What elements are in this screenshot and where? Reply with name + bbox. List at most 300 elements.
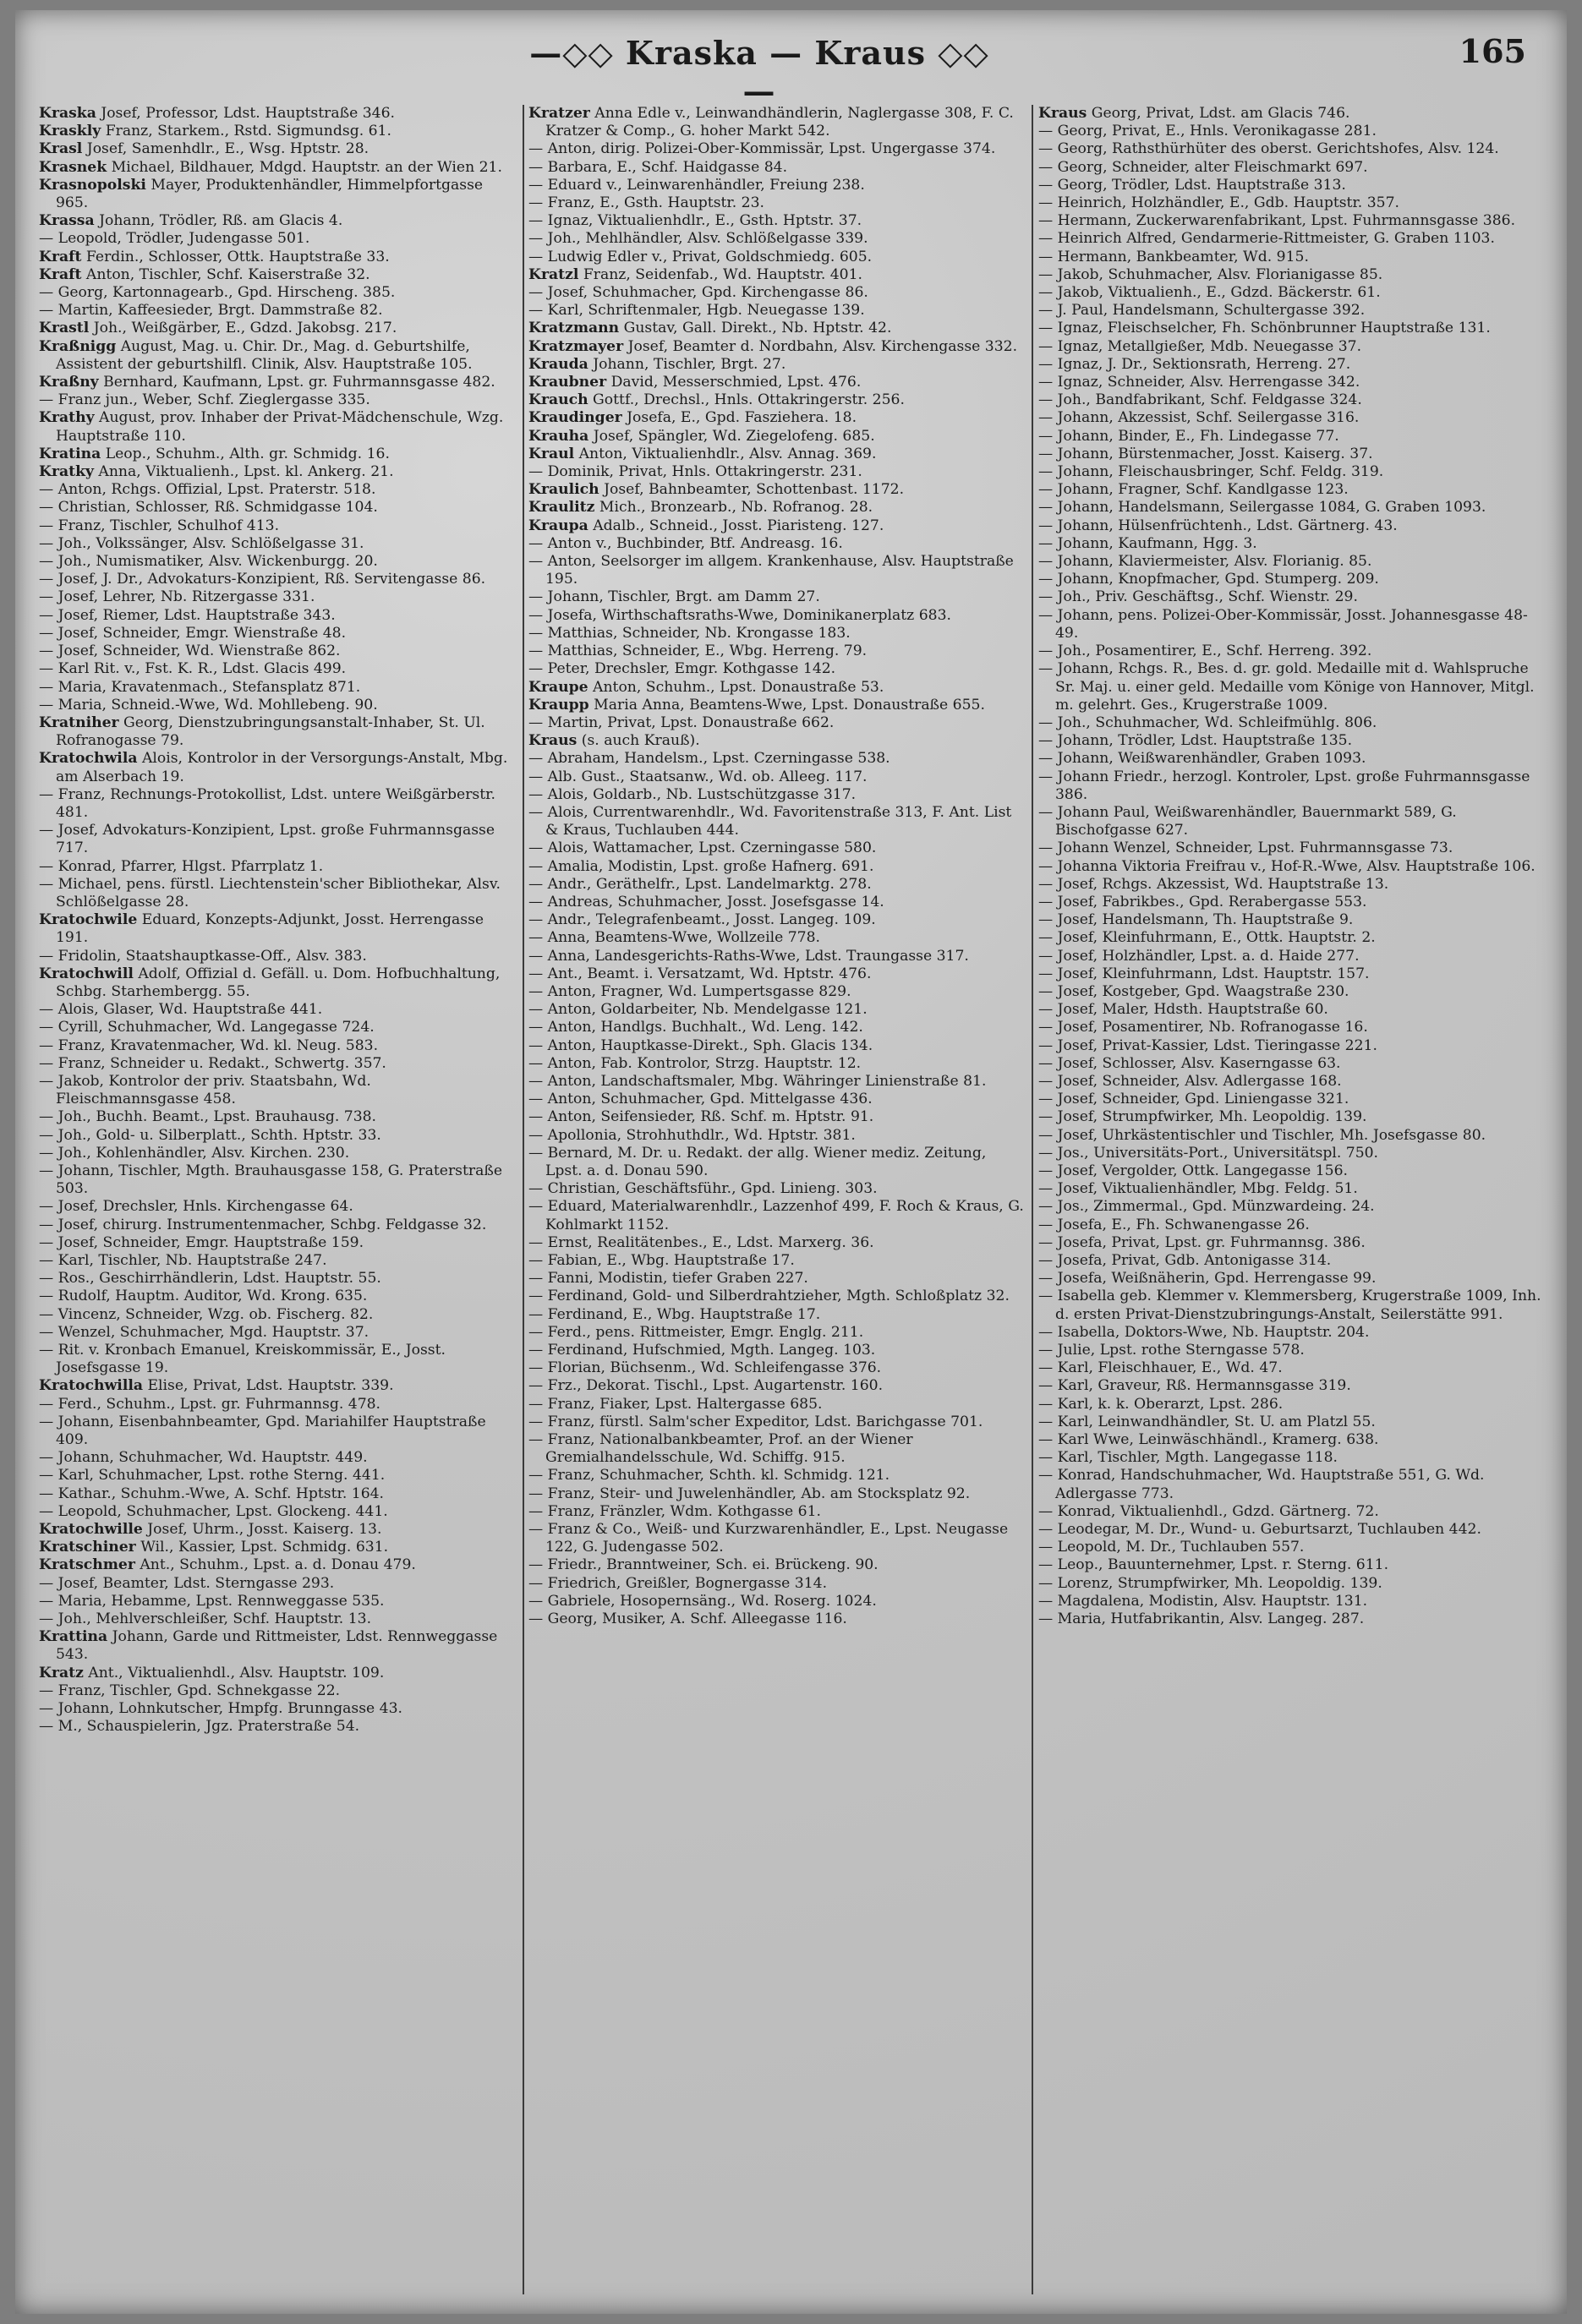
- entry-text: — Georg, Schneider, alter Fleischmarkt 697.: [1038, 158, 1368, 176]
- directory-entry: [39, 1665, 517, 1682]
- entry-text: — Eduard v., Leinwarenhändler, Freiung 238.: [528, 176, 865, 194]
- directory-entry: [528, 1503, 1027, 1521]
- entry-text: — Josef, Posamentirer, Nb. Rofranogasse 16.: [1038, 1019, 1368, 1036]
- directory-entry: [1038, 607, 1546, 643]
- directory-entry: [528, 965, 1027, 983]
- directory-entry: [39, 177, 517, 212]
- entry-text: Anton, Tischler, Schf. Kaiserstraße 32.: [81, 265, 370, 283]
- directory-entry: [1038, 1593, 1546, 1610]
- directory-entry: [39, 822, 517, 857]
- entry-text: — Georg, Trödler, Ldst. Hauptstraße 313.: [1038, 176, 1346, 194]
- directory-entry: [1038, 266, 1546, 284]
- entry-text: — Julie, Lpst. rothe Sterngasse 578.: [1038, 1342, 1305, 1359]
- entry-text: — Jos., Zimmermal., Gpd. Münzwardeing. 24.: [1038, 1198, 1375, 1216]
- directory-entry: [39, 1700, 517, 1718]
- entry-text: — Josefa, Weißnäherin, Gpd. Herrengasse 99.: [1038, 1270, 1377, 1288]
- directory-entry: [1038, 463, 1546, 481]
- entry-text: — Johann, Kaufmann, Hgg. 3.: [1038, 534, 1257, 552]
- entry-text: — J. Paul, Handelsmann, Schultergasse 392.: [1038, 302, 1366, 320]
- column-1: [39, 105, 517, 2303]
- entry-text: — Wenzel, Schuhmacher, Mgd. Hauptstr. 37.: [39, 1323, 369, 1341]
- entry-text: — Joh., Numismatiker, Alsv. Wickenburgg. 20.: [39, 553, 378, 571]
- directory-entry: [39, 1610, 517, 1628]
- entry-text: — Anna, Beamtens-Wwe, Wollzeile 778.: [528, 929, 820, 947]
- entry-text: — Johann Friedr., herzogl. Kontroler, Lpst. große Fuhrmannsgasse 386.: [1038, 768, 1530, 803]
- entry-text: — Franz, Tischler, Schulhof 413.: [39, 517, 280, 534]
- entry-surname: Kraul: [528, 445, 575, 462]
- directory-entry: [528, 607, 1027, 625]
- directory-entry: [528, 302, 1027, 320]
- entry-text: — Karl, Tischler, Nb. Hauptstraße 247.: [39, 1252, 327, 1269]
- entry-surname: Kratochwila: [39, 750, 138, 768]
- directory-entry: [528, 1610, 1027, 1628]
- entry-surname: Krastl: [39, 320, 90, 337]
- entry-text: — Josefa, E., Fh. Schwanengasse 26.: [1038, 1216, 1310, 1233]
- entry-text: Josef, Spängler, Wd. Ziegelofeng. 685.: [588, 427, 875, 445]
- entry-text: — Franz, Schuhmacher, Schth. kl. Schmidg. 121.: [528, 1467, 890, 1485]
- entry-text: Josefa, E., Gpd. Fasziehera. 18.: [621, 409, 857, 427]
- directory-entry: [1038, 338, 1546, 356]
- directory-entry: [1038, 1127, 1546, 1145]
- entry-text: — Franz jun., Weber, Schf. Zieglergasse 335.: [39, 391, 370, 409]
- directory-entry: [39, 714, 517, 750]
- page-number: 165: [1459, 32, 1526, 70]
- entry-text: — Eduard, Materialwarenhdlr., Lazzenhof 499, F. Roch & Kraus, G. Kohlmarkt 1152.: [528, 1198, 1024, 1233]
- directory-entry: [39, 320, 517, 337]
- entry-surname: Kraft: [39, 265, 82, 283]
- directory-entry: [528, 1198, 1027, 1233]
- entry-text: — Jos., Universitäts-Port., Universitätspl. 750.: [1038, 1144, 1379, 1162]
- directory-entry: [1038, 249, 1546, 266]
- directory-entry: [1038, 1270, 1546, 1288]
- directory-entry: [39, 1467, 517, 1485]
- directory-entry: [39, 679, 517, 697]
- entry-text: — Joh., Mehlhändler, Alsv. Schlößelgasse 339.: [528, 230, 868, 248]
- directory-entry: [39, 1449, 517, 1467]
- entry-surname: Kraft: [39, 248, 82, 265]
- entry-surname: Kratzmayer: [528, 337, 624, 355]
- directory-entry: [1038, 1288, 1546, 1323]
- directory-entry: [39, 517, 517, 535]
- directory-entry: [1038, 1521, 1546, 1539]
- entry-surname: Krattina: [39, 1628, 108, 1646]
- directory-entry: [1038, 1342, 1546, 1359]
- entry-text: — Fabian, E., Wbg. Hauptstraße 17.: [528, 1252, 795, 1269]
- entry-text: — Anton, Handlgs. Buchhalt., Wd. Leng. 142.: [528, 1019, 863, 1036]
- entry-text: — Johann, Fleischausbringer, Schf. Feldg. 319.: [1038, 463, 1384, 481]
- directory-entry: [1038, 714, 1546, 732]
- column-divider: [523, 105, 524, 2294]
- entry-text: — Georg, Kartonnagearb., Gpd. Hirscheng. 385.: [39, 284, 396, 302]
- directory-entry: [39, 338, 517, 374]
- entry-text: — Josefa, Privat, Lpst. gr. Fuhrmannsg. 386.: [1038, 1233, 1366, 1251]
- directory-entry: [39, 391, 517, 409]
- entry-text: — Frz., Dekorat. Tischl., Lpst. Augartenstr. 160.: [528, 1377, 884, 1395]
- directory-entry: [39, 1145, 517, 1162]
- entry-surname: Krauda: [528, 355, 588, 373]
- directory-entry: [39, 374, 517, 391]
- entry-text: — Ferd., Schuhm., Lpst. gr. Fuhrmannsg. 478.: [39, 1395, 381, 1413]
- entry-text: — Franz, Schneider u. Redakt., Schwertg. 357.: [39, 1054, 386, 1072]
- directory-entry: [528, 1467, 1027, 1485]
- entry-text: — Johann, Weißwarenhändler, Graben 1093.: [1038, 750, 1366, 768]
- directory-entry: [528, 1270, 1027, 1288]
- entry-text: — Johann, Schuhmacher, Wd. Hauptstr. 449.: [39, 1449, 368, 1467]
- entry-text: — Friedrich, Greißler, Bognergasse 314.: [528, 1574, 828, 1592]
- directory-entry: [39, 159, 517, 177]
- directory-entry: [1038, 1503, 1546, 1521]
- directory-entry: [528, 1306, 1027, 1324]
- entry-text: — Fanni, Modistin, tiefer Graben 227.: [528, 1270, 808, 1288]
- entry-text: — Friedr., Branntweiner, Sch. ei. Brückeng. 90.: [528, 1556, 879, 1574]
- entry-text: — Josef, Maler, Hdsth. Hauptstraße 60.: [1038, 1001, 1328, 1019]
- directory-entry: [39, 643, 517, 660]
- directory-entry: [39, 1396, 517, 1414]
- entry-text: — Anton, Seifensieder, Rß. Schf. m. Hptstr. 91.: [528, 1108, 874, 1126]
- directory-entry: [39, 1055, 517, 1073]
- directory-entry: [528, 374, 1027, 391]
- entry-text: — Josefa, Wirthschaftsraths-Wwe, Dominikanerplatz 683.: [528, 606, 951, 624]
- directory-entry: [528, 911, 1027, 929]
- directory-entry: [1038, 374, 1546, 391]
- directory-entry: [528, 1252, 1027, 1270]
- directory-entry: [39, 1556, 517, 1574]
- directory-entry: [528, 625, 1027, 643]
- directory-entry: [39, 1414, 517, 1449]
- directory-entry: [528, 194, 1027, 212]
- entry-text: Johann, Trödler, Rß. am Glacis 4.: [94, 212, 343, 230]
- directory-entry: [39, 1108, 517, 1126]
- entry-text: Ferdin., Schlosser, Ottk. Hauptstraße 33.: [81, 248, 390, 265]
- entry-text: Georg, Dienstzubringungsanstalt-Inhaber, St. Ul. Rofranogasse 79.: [56, 714, 485, 750]
- entry-text: Anton, Viktualienhdlr., Alsv. Annag. 369.: [574, 445, 877, 462]
- entry-text: Josef, Professor, Ldst. Hauptstraße 346.: [96, 105, 395, 122]
- entry-text: — Ignaz, Viktualienhdlr., E., Gsth. Hptstr. 37.: [528, 212, 862, 230]
- directory-entry: [528, 140, 1027, 158]
- entry-text: — Joh., Priv. Geschäftsg., Schf. Wienstr. 29.: [1038, 588, 1358, 606]
- directory-entry: [1038, 1556, 1546, 1574]
- directory-entry: [39, 1234, 517, 1252]
- entry-text: — Fridolin, Staatshauptkasse-Off., Alsv. 383.: [39, 947, 367, 965]
- directory-entry: [1038, 1414, 1546, 1431]
- entry-text: — Peter, Drechsler, Emgr. Kothgasse 142.: [528, 660, 836, 678]
- directory-entry: [1038, 965, 1546, 983]
- entry-text: — Johann Paul, Weißwarenhändler, Bauernmarkt 589, G. Bischofgasse 627.: [1038, 803, 1457, 839]
- directory-entry: [39, 499, 517, 517]
- directory-entry: [528, 212, 1027, 230]
- directory-entry: [1038, 177, 1546, 194]
- entry-text: — Alb. Gust., Staatsanw., Wd. ob. Alleeg. 117.: [528, 768, 868, 785]
- entry-text: Gustav, Gall. Direkt., Nb. Hptstr. 42.: [619, 320, 892, 337]
- entry-text: — Josef, Handelsmann, Th. Hauptstraße 9.: [1038, 911, 1354, 929]
- entry-text: — Florian, Büchsenm., Wd. Schleifengasse 376.: [528, 1359, 882, 1377]
- entry-text: — Michael, pens. fürstl. Liechtenstein'scher Bibliothekar, Alsv. Schlößelgasse 28.: [39, 875, 501, 910]
- entry-text: — Georg, Rathsthürhüter des oberst. Gerichtshofes, Alsv. 124.: [1038, 140, 1499, 158]
- entry-text: — Johann, Akzessist, Schf. Seilergasse 316.: [1038, 409, 1360, 427]
- directory-entry: [1038, 499, 1546, 517]
- entry-text: — Alois, Glaser, Wd. Hauptstraße 441.: [39, 1001, 323, 1019]
- directory-entry: [39, 1270, 517, 1288]
- directory-entry: [39, 911, 517, 947]
- directory-entry: [528, 660, 1027, 678]
- directory-entry: [39, 1521, 517, 1539]
- entry-surname: Krathy: [39, 409, 95, 427]
- entry-text: August, prov. Inhaber der Privat-Mädchenschule, Wzg. Hauptstraße 110.: [56, 409, 504, 445]
- entry-text: — Josef, Vergolder, Ottk. Langegasse 156.: [1038, 1162, 1348, 1179]
- entry-text: — Franz, Tischler, Gpd. Schnekgasse 22.: [39, 1681, 341, 1699]
- directory-entry: [1038, 391, 1546, 409]
- directory-entry: [1038, 553, 1546, 571]
- directory-entry: [528, 1593, 1027, 1610]
- directory-entry: [39, 140, 517, 158]
- entry-text: — Johann, Lohnkutscher, Hmpfg. Brunngasse 43.: [39, 1700, 402, 1718]
- directory-entry: [528, 1396, 1027, 1414]
- entry-text: — Anton, Fragner, Wd. Lumpertsgasse 829.: [528, 982, 851, 1000]
- directory-entry: [528, 1037, 1027, 1055]
- column-divider: [1032, 105, 1033, 2294]
- entry-text: Bernhard, Kaufmann, Lpst. gr. Fuhrmannsgasse 482.: [98, 374, 495, 391]
- directory-entry: [528, 750, 1027, 768]
- directory-entry: [1038, 1180, 1546, 1198]
- entry-text: — Josef, Schlosser, Alsv. Kaserngasse 63.: [1038, 1054, 1341, 1072]
- entry-text: — Leopold, Trödler, Judengasse 501.: [39, 230, 310, 248]
- directory-entry: [1038, 750, 1546, 768]
- directory-entry: [1038, 911, 1546, 929]
- directory-entry: [528, 839, 1027, 857]
- entry-surname: Kratzer: [528, 105, 590, 122]
- entry-text: — Maria, Hebamme, Lpst. Rennweggasse 535.: [39, 1592, 385, 1610]
- directory-entry: [1038, 1431, 1546, 1449]
- directory-entry: [1038, 894, 1546, 911]
- directory-entry: [1038, 1610, 1546, 1628]
- entry-text: — Karl, k. k. Oberarzt, Lpst. 286.: [1038, 1395, 1284, 1413]
- entry-surname: Kratochwile: [39, 911, 138, 929]
- entry-text: August, Mag. u. Chir. Dr., Mag. d. Geburtshilfe, Assistent der geburtshilfl. Clinik, Alsv. Hauptstraße 105.: [56, 337, 473, 373]
- directory-entry: [39, 1324, 517, 1342]
- directory-entry: [1038, 140, 1546, 158]
- directory-entry: [528, 1091, 1027, 1108]
- entry-text: — Josef, Schneider, Emgr. Wienstraße 48.: [39, 624, 347, 642]
- directory-entry: [1038, 1449, 1546, 1467]
- entry-text: — Franz, Rechnungs-Protokollist, Ldst. untere Weißgärberstr. 481.: [39, 785, 495, 821]
- entry-surname: Kraupe: [528, 678, 588, 696]
- entry-surname: Krasnek: [39, 158, 107, 176]
- entry-text: — Johann, Tischler, Brgt. am Damm 27.: [528, 588, 820, 606]
- entry-surname: Kratschmer: [39, 1556, 135, 1574]
- entry-text: Mich., Bronzearb., Nb. Rofranog. 28.: [594, 499, 873, 517]
- directory-entry: [1038, 428, 1546, 446]
- directory-entry: [39, 409, 517, 445]
- entry-text: — Ros., Geschirrhändlerin, Ldst. Hauptstr. 55.: [39, 1270, 381, 1288]
- entry-surname: Kraus: [528, 732, 578, 750]
- entry-text: — Isabella, Doktors-Wwe, Nb. Hauptstr. 204.: [1038, 1323, 1370, 1341]
- directory-entry: [1038, 1234, 1546, 1252]
- entry-text: — Anton, dirig. Polizei-Ober-Kommissär, Lpst. Ungergasse 374.: [528, 140, 996, 158]
- directory-entry: [528, 948, 1027, 965]
- directory-entry: [1038, 948, 1546, 965]
- directory-entry: [39, 660, 517, 678]
- entry-surname: Kratina: [39, 445, 101, 462]
- directory-entry: [39, 750, 517, 785]
- directory-entry: [528, 983, 1027, 1001]
- entry-text: Ant., Viktualienhdl., Alsv. Hauptstr. 109.: [83, 1664, 385, 1681]
- entry-text: — Ignaz, Schneider, Alsv. Herrengasse 342.: [1038, 374, 1360, 391]
- entry-text: — Karl, Schriftenmaler, Hgb. Neuegasse 139.: [528, 302, 865, 320]
- directory-entry: [1038, 1073, 1546, 1091]
- directory-entry: [1038, 571, 1546, 588]
- directory-entry: [39, 1503, 517, 1521]
- directory-entry: [39, 1539, 517, 1556]
- entry-text: — Karl, Tischler, Mgth. Langegasse 118.: [1038, 1449, 1338, 1467]
- directory-entry: [528, 284, 1027, 302]
- entry-text: — Josef, Schneider, Emgr. Hauptstraße 159.: [39, 1233, 364, 1251]
- directory-page: [15, 10, 1567, 2314]
- entry-text: — Johann Wenzel, Schneider, Lpst. Fuhrmannsgasse 73.: [1038, 839, 1453, 857]
- entry-text: — Konrad, Handschuhmacher, Wd. Hauptstraße 551, G. Wd. Adlergasse 773.: [1038, 1467, 1485, 1502]
- directory-entry: [39, 266, 517, 284]
- entry-text: — Johanna Viktoria Freifrau v., Hof-R.-Wwe, Alsv. Hauptstraße 106.: [1038, 857, 1535, 875]
- entry-text: — Josef, Beamter, Ldst. Sterngasse 293.: [39, 1574, 335, 1592]
- entry-text: Josef, Beamter d. Nordbahn, Alsv. Kirchengasse 332.: [623, 337, 1018, 355]
- entry-surname: Kratniher: [39, 714, 119, 731]
- entry-text: (s. auch Krauß).: [577, 732, 700, 750]
- entry-text: — Josef, Kostgeber, Gpd. Waagstraße 230.: [1038, 982, 1349, 1000]
- entry-text: David, Messerschmied, Lpst. 476.: [606, 374, 862, 391]
- entry-text: — Anton, Seelsorger im allgem. Krankenhause, Alsv. Hauptstraße 195.: [528, 553, 1014, 588]
- directory-entry: [39, 1162, 517, 1198]
- directory-entry: [1038, 643, 1546, 660]
- directory-entry: [39, 553, 517, 571]
- entry-text: — Ferdinand, Hufschmied, Mgth. Langeg. 103.: [528, 1342, 876, 1359]
- entry-text: — Maria, Kravatenmach., Stefansplatz 871.: [39, 678, 361, 696]
- entry-text: — Johann, Tischler, Mgth. Brauhausgasse 158, G. Praterstraße 503.: [39, 1162, 503, 1198]
- directory-entry: [528, 1019, 1027, 1036]
- directory-entry: [1038, 983, 1546, 1001]
- directory-entry: [39, 625, 517, 643]
- entry-text: — Johann, Fragner, Schf. Kandlgasse 123.: [1038, 481, 1349, 499]
- entry-text: — Ant., Beamt. i. Versatzamt, Wd. Hptstr. 476.: [528, 965, 872, 982]
- directory-entry: [1038, 1377, 1546, 1395]
- entry-text: — Johann, Klaviermeister, Alsv. Florianig. 85.: [1038, 553, 1372, 571]
- entry-surname: Kraulitz: [528, 499, 595, 517]
- entry-text: — Karl, Fleischhauer, E., Wd. 47.: [1038, 1359, 1283, 1377]
- column-2: [528, 105, 1027, 2303]
- entry-text: Leop., Schuhm., Alth. gr. Schmidg. 16.: [101, 445, 390, 462]
- entry-text: — Josef, Strumpfwirker, Mh. Leopoldig. 139.: [1038, 1108, 1367, 1126]
- directory-entry: [1038, 1575, 1546, 1593]
- entry-text: — Johann, Hülsenfrüchtenh., Ldst. Gärtnerg. 43.: [1038, 517, 1398, 534]
- entry-text: — Andreas, Schuhmacher, Josst. Josefsgasse 14.: [528, 893, 884, 910]
- directory-entry: [1038, 1217, 1546, 1234]
- directory-entry: [1038, 446, 1546, 463]
- directory-entry: [528, 929, 1027, 947]
- directory-entry: [528, 409, 1027, 427]
- entry-text: — Franz, Fränzler, Wdm. Kothgasse 61.: [528, 1502, 821, 1520]
- entry-text: — Ferdinand, E., Wbg. Hauptstraße 17.: [528, 1305, 821, 1323]
- entry-text: — Alois, Wattamacher, Lpst. Czerningasse 580.: [528, 839, 877, 857]
- directory-entry: [39, 535, 517, 553]
- entry-text: — Martin, Privat, Lpst. Donaustraße 662.: [528, 714, 835, 731]
- directory-entry: [39, 697, 517, 714]
- entry-text: — Jakob, Schuhmacher, Alsv. Florianigasse 85.: [1038, 265, 1383, 283]
- entry-text: — Josefa, Privat, Gdb. Antonigasse 314.: [1038, 1252, 1332, 1269]
- directory-entry: [528, 1234, 1027, 1252]
- entry-text: Gottf., Drechsl., Hnls. Ottakringerstr. 256.: [588, 391, 905, 409]
- directory-entry: [1038, 1055, 1546, 1073]
- directory-entry: [1038, 194, 1546, 212]
- entry-text: — Anton, Goldarbeiter, Nb. Mendelgasse 121.: [528, 1001, 868, 1019]
- directory-entry: [1038, 1108, 1546, 1126]
- directory-entry: [1038, 302, 1546, 320]
- directory-entry: [39, 1593, 517, 1610]
- directory-entry: [528, 643, 1027, 660]
- entry-text: Adolf, Offizial d. Gefäll. u. Dom. Hofbuchhaltung, Schbg. Starhembergg. 55.: [56, 965, 501, 1000]
- entry-text: Johann, Tischler, Brgt. 27.: [588, 355, 786, 373]
- directory-entry: [39, 588, 517, 606]
- entry-text: Anna, Viktualienh., Lpst. kl. Ankerg. 21.: [93, 463, 394, 481]
- entry-surname: Kratschiner: [39, 1539, 136, 1556]
- directory-entry: [528, 1575, 1027, 1593]
- directory-entry: [528, 1485, 1027, 1503]
- entry-text: Joh., Weißgärber, E., Gdzd. Jakobsg. 217.: [89, 320, 397, 337]
- directory-entry: [528, 894, 1027, 911]
- column-3: [1038, 105, 1546, 2303]
- directory-entry: [528, 463, 1027, 481]
- entry-text: — Johann, Trödler, Ldst. Hauptstraße 135.: [1038, 732, 1353, 750]
- directory-entry: [1038, 1019, 1546, 1036]
- entry-text: — Josef, Rchgs. Akzessist, Wd. Hauptstraße 13.: [1038, 875, 1389, 893]
- directory-entry: [1038, 284, 1546, 302]
- directory-entry: [1038, 768, 1546, 804]
- directory-entry: [1038, 929, 1546, 947]
- directory-entry: [39, 1342, 517, 1377]
- directory-entry: [39, 1575, 517, 1593]
- entry-text: — Franz, fürstl. Salm'scher Expeditor, Ldst. Barichgasse 701.: [528, 1413, 983, 1430]
- directory-entry: [528, 159, 1027, 177]
- directory-entry: [39, 1682, 517, 1700]
- entry-text: Michael, Bildhauer, Mdgd. Hauptstr. an der Wien 21.: [107, 158, 502, 176]
- directory-entry: [528, 1180, 1027, 1198]
- directory-entry: [528, 1127, 1027, 1145]
- entry-text: — Franz, Nationalbankbeamter, Prof. an der Wiener Gremialhandelsschule, Wd. Schiffg. 915.: [528, 1431, 913, 1467]
- entry-surname: Krauch: [528, 391, 588, 409]
- directory-entry: [528, 1521, 1027, 1556]
- directory-entry: [528, 1414, 1027, 1431]
- entry-text: Adalb., Schneid., Josst. Piaristeng. 127.: [588, 517, 884, 534]
- directory-entry: [39, 1306, 517, 1324]
- directory-entry: [528, 446, 1027, 463]
- entry-text: — M., Schauspielerin, Jgz. Praterstraße 54.: [39, 1718, 360, 1736]
- directory-entry: [1038, 481, 1546, 499]
- entry-text: Wil., Kassier, Lpst. Schmidg. 631.: [135, 1539, 389, 1556]
- directory-entry: [528, 266, 1027, 284]
- directory-entry: [528, 517, 1027, 535]
- entry-text: — Jakob, Viktualienh., E., Gdzd. Bäckerstr. 61.: [1038, 284, 1381, 302]
- directory-entry: [528, 804, 1027, 839]
- directory-entry: [1038, 1145, 1546, 1162]
- entry-text: — Josef, Holzhändler, Lpst. a. d. Haide 277.: [1038, 947, 1360, 965]
- directory-entry: [528, 714, 1027, 732]
- directory-entry: [1038, 732, 1546, 750]
- directory-entry: [1038, 660, 1546, 714]
- entry-surname: Kratochwill: [39, 965, 134, 982]
- entry-text: — Josef, Uhrkästentischler und Tischler, Mh. Josefsgasse 80.: [1038, 1126, 1486, 1144]
- directory-entry: [39, 123, 517, 140]
- directory-entry: [528, 320, 1027, 337]
- directory-entry: [528, 105, 1027, 140]
- entry-text: — Josef, Kleinfuhrmann, Ldst. Hauptstr. 157.: [1038, 965, 1370, 982]
- entry-text: — Anton, Fab. Kontrolor, Strzg. Hauptstr. 12.: [528, 1054, 862, 1072]
